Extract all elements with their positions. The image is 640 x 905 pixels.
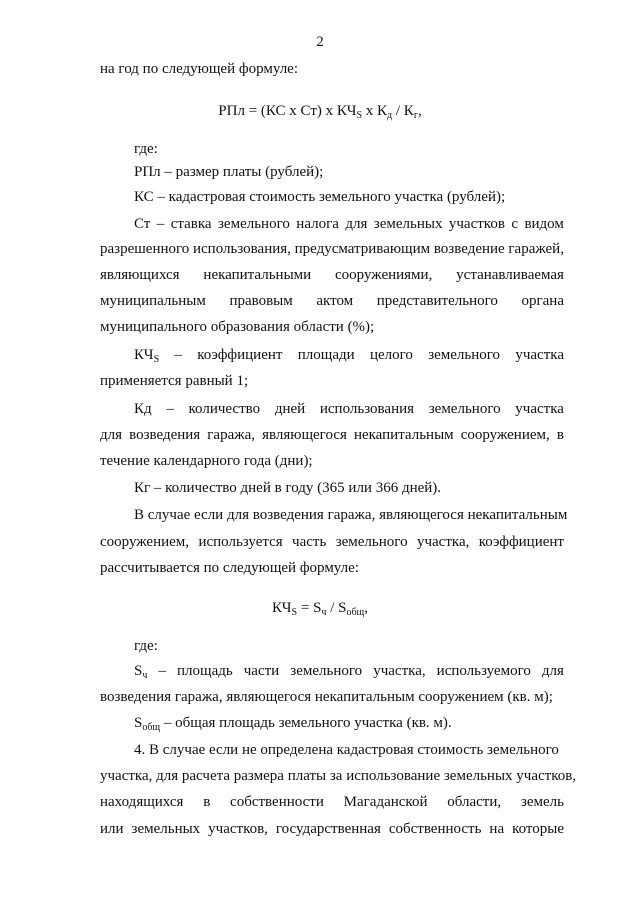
- definition-st-line: разрешенного использования, предусматривающим возведение гаражей,: [100, 241, 564, 257]
- formula-kchs: $КЧ_S = S_ч / S_{общ}$,: [271, 600, 369, 618]
- definition-rpl: РПл – размер платы (рублей);: [134, 164, 324, 180]
- definition-st-line: являющихся некапитальными сооружениями, устанавливаемая: [100, 267, 564, 283]
- definition-kd-line: Кд – количество дней использования земельного участка: [134, 401, 564, 417]
- where-label: где:: [134, 141, 158, 157]
- definition-kchs-line: $КЧ_S$ – коэффициент площади целого земельного участка: [134, 347, 564, 365]
- definition-sch-line: $S_ч$ – площадь части земельного участка, используемого для: [134, 663, 564, 681]
- definition-kd-line: течение календарного года (дни);: [100, 453, 313, 469]
- item-4-line: участка, для расчета размера платы за использование земельных участков,: [100, 768, 577, 784]
- definition-st-line: муниципальным правовым актом представительного органа: [100, 293, 564, 309]
- definition-ks: КС – кадастровая стоимость земельного участка (рублей);: [134, 189, 506, 205]
- definition-sch-line: возведения гаража, являющегося некапитальным сооружением (кв. м);: [100, 689, 553, 705]
- definition-st-line: Ст – ставка земельного налога для земельных участков с видом: [134, 216, 564, 232]
- page-number: 2: [316, 34, 324, 50]
- item-4-line: 4. В случае если не определена кадастровая стоимость земельного: [134, 742, 559, 758]
- intro-line: на год по следующей формуле:: [100, 61, 299, 77]
- formula-rpl: РПл = (КС х Ст) х $КЧ_S$ х $К_д / К_г$,: [218, 103, 422, 121]
- definition-kchs-line: применяется равный 1;: [100, 373, 249, 389]
- item-4-line: или земельных участков, государственная собственность на которые: [100, 821, 564, 837]
- case-paragraph-line: В случае если для возведения гаража, являющегося некапитальным: [134, 507, 568, 523]
- definition-kd-line: для возведения гаража, являющегося некапитальным сооружением, в: [100, 427, 564, 443]
- where-label: где:: [134, 638, 158, 654]
- item-4-line: находящихся в собственности Магаданской области, земель: [100, 794, 564, 810]
- definition-sobsh: $S_{общ}$ – общая площадь земельного участка (кв. м).: [134, 715, 452, 733]
- definition-kg: Кг – количество дней в году (365 или 366 дней).: [134, 480, 442, 496]
- case-paragraph-line: рассчитывается по следующей формуле:: [100, 560, 359, 576]
- definition-st-line: муниципального образования области (%);: [100, 319, 375, 335]
- case-paragraph-line: сооружением, используется часть земельного участка, коэффициент: [100, 534, 564, 550]
